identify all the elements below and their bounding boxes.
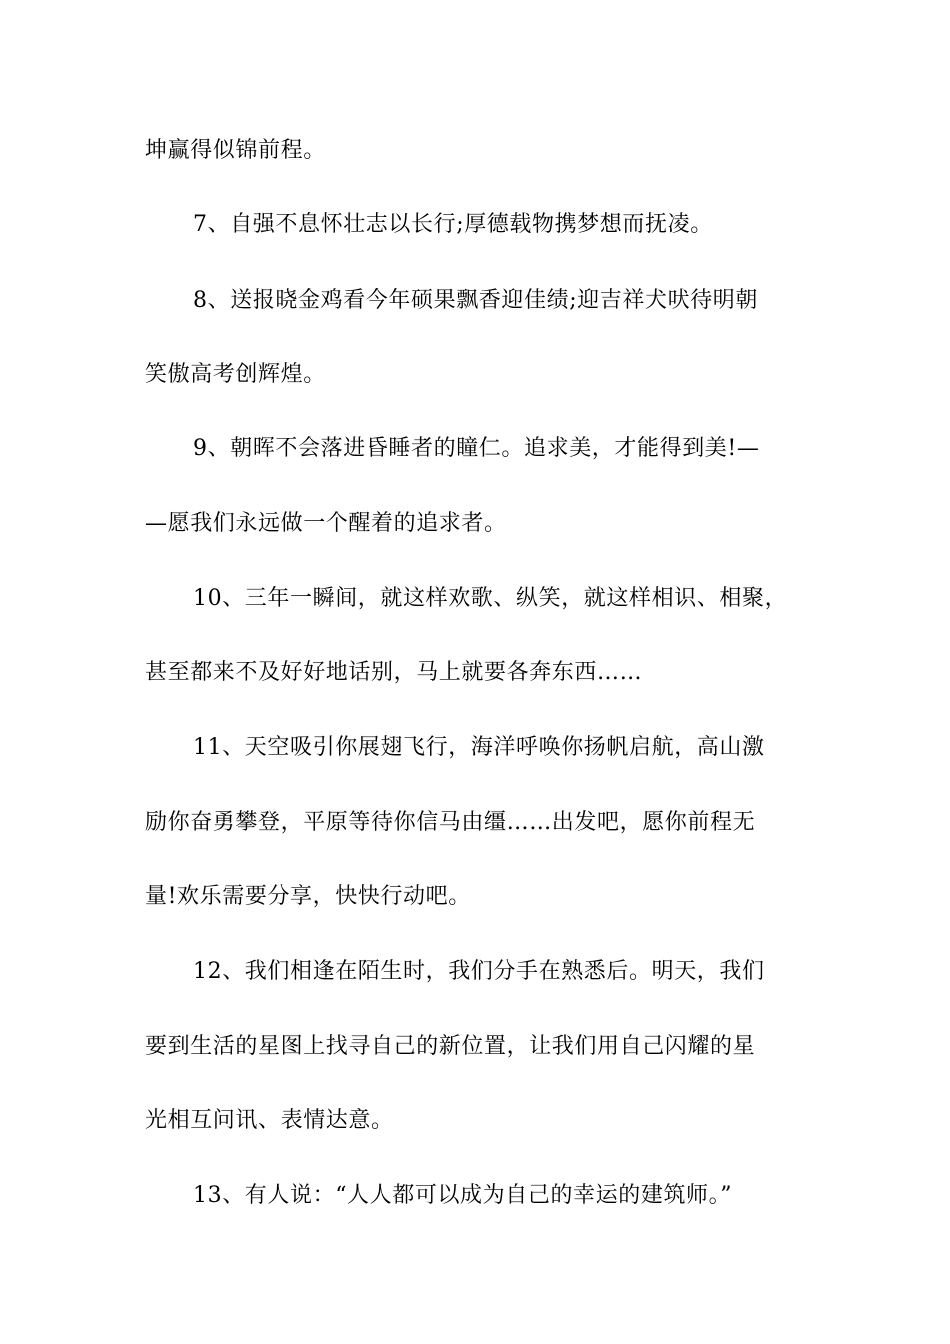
paragraph-11-line-3: 量!欢乐需要分享，快快行动吧。 [145, 884, 471, 909]
paragraph-8-line-2: 笑傲高考创辉煌。 [145, 362, 326, 387]
paragraph-12-line-2: 要到生活的星图上找寻自己的新位置，让我们用自己闪耀的星 [145, 1034, 756, 1059]
paragraph-11-line-1: 11、天空吸引你展翅飞行，海洋呼唤你扬帆启航，高山激 [193, 735, 765, 760]
paragraph-10-line-1: 10、三年一瞬间，就这样欢歌、纵笑，就这样相识、相聚， [193, 586, 788, 611]
paragraph-7: 7、自强不息怀壮志以长行;厚德载物携梦想而抚凌。 [193, 212, 713, 237]
paragraph-12-line-3: 光相互问讯、表情达意。 [145, 1108, 394, 1133]
paragraph-13-line-1: 13、有人说：“人人都可以成为自己的幸运的建筑师。” [193, 1183, 733, 1208]
paragraph-8-line-1: 8、送报晓金鸡看今年硕果飘香迎佳绩;迎吉祥犬吠待明朝 [193, 288, 759, 313]
paragraph-12-line-1: 12、我们相逢在陌生时，我们分手在熟悉后。明天，我们 [193, 959, 765, 984]
paragraph-9-line-2: —愿我们永远做一个醒着的追求者。 [145, 511, 507, 536]
paragraph-6-line-2: 坤赢得似锦前程。 [145, 138, 326, 163]
paragraph-10-line-2: 甚至都来不及好好地话别，马上就要各奔东西…… [145, 660, 643, 685]
paragraph-9-line-1: 9、朝晖不会落进昏睡者的瞳仁。追求美，才能得到美!— [193, 436, 760, 461]
paragraph-11-line-2: 励你奋勇攀登，平原等待你信马由缰……出发吧，愿你前程无 [145, 810, 756, 835]
